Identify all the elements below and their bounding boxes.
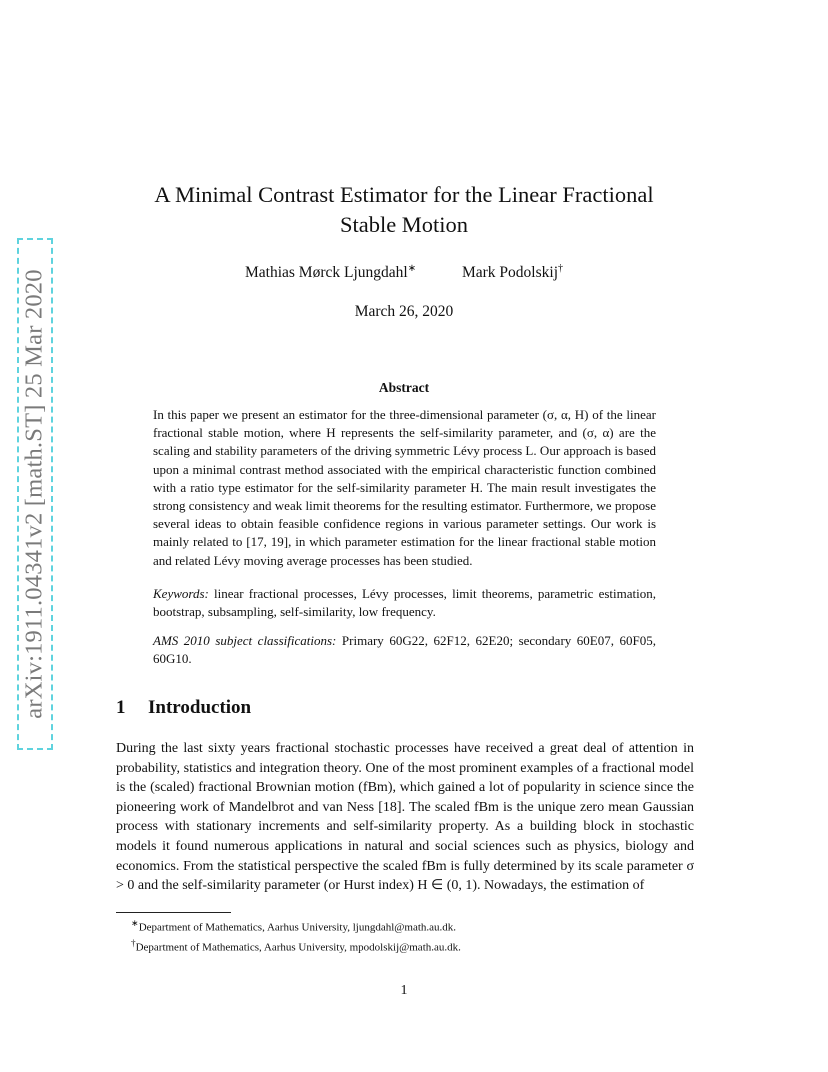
section-number: 1 [116, 697, 126, 718]
author-1-footnote-mark: ∗ [407, 263, 417, 274]
ams-label: AMS 2010 subject classifications: [153, 633, 337, 648]
author-2-name: Mark Podolskij [461, 264, 559, 282]
footnote-divider [116, 912, 231, 913]
footnote-2-text: Department of Mathematics, Aarhus University, mpodolskij@math.au.dk. [135, 941, 461, 954]
paper-date: March 26, 2020 [354, 303, 454, 320]
footnote-1-text: Department of Mathematics, Aarhus University, ljungdahl@math.au.dk. [138, 921, 457, 934]
page-number: 1 [400, 983, 408, 998]
keywords-label: Keywords: [153, 586, 209, 601]
author-1 [245, 263, 416, 282]
ams-classification [153, 632, 656, 668]
abstract-heading: Abstract [378, 380, 430, 395]
ams-text: Primary 60G22, 62F12, 62E20; secondary 60E07, 60F05, 60G10. [153, 633, 657, 667]
introduction-paragraph: During the last sixty years fractional stochastic processes have received a great deal of attention in probability, statistics and integration theory. One of the most prominent examples of a fractional model is the (scaled) fractional Brownian motion (fBm), which gained a lot of popularity in science since the pioneering work of Mandelbrot and van Ness [18]. The scaled fBm is the unique zero mean Gaussian process with stationary increments and self-similarity property. As a building block in stochastic models it found numerous applications in natural and social sciences such as physics, biology and economics. From the statistical perspective the scaled fBm is fully determined by its scale parameter σ > 0 and the self-similarity parameter (or Hurst index) H ∈ (0, 1). Nowadays, the estimation of [116, 741, 694, 894]
footnote-2-mark: † [131, 938, 136, 949]
arxiv-stamp [17, 238, 53, 750]
footnote-2 [131, 936, 461, 956]
author-2-footnote-mark: † [558, 263, 564, 274]
footnote-1-mark: ∗ [131, 918, 139, 928]
section-heading-introduction [116, 697, 251, 719]
footnotes [131, 916, 461, 956]
footnote-1 [131, 916, 461, 936]
paper-title [110, 180, 698, 240]
author-list [110, 263, 698, 282]
abstract-body: In this paper we present an estimator for the three-dimensional parameter (σ, α, H) of the linear fractional stable motion, where H represents the self-similarity parameter, and (σ, α) are the scaling and stability parameters of the driving symmetric Lévy process L. Our approach is based upon a minimal contrast method associated with the empirical characteristic function combined with a ratio type estimator for the self-similarity parameter H. The main result investigates the strong consistency and weak limit theorems for the resulting estimator. Furthermore, we propose several ideas to obtain feasible confidence regions in various parameter settings. Our work is mainly related to [17, 19], in which parameter estimation for the linear fractional stable motion and related Lévy moving average processes has been studied. [153, 407, 656, 568]
arxiv-stamp-text: arXiv:1911.04341v2 [math.ST] 25 Mar 2020 [21, 269, 48, 719]
paper-title-line-2: Stable Motion [339, 212, 469, 237]
author-1-name: Mathias Mørck Ljungdahl [244, 264, 408, 282]
keywords [153, 585, 656, 621]
section-title: Introduction [148, 697, 252, 718]
paper-title-line-1: A Minimal Contrast Estimator for the Linear Fractional [154, 182, 654, 207]
author-2 [462, 263, 563, 282]
keywords-text: linear fractional processes, Lévy processes, limit theorems, parametric estimation, bootstrap, subsampling, self-similarity, low frequency. [153, 586, 657, 620]
